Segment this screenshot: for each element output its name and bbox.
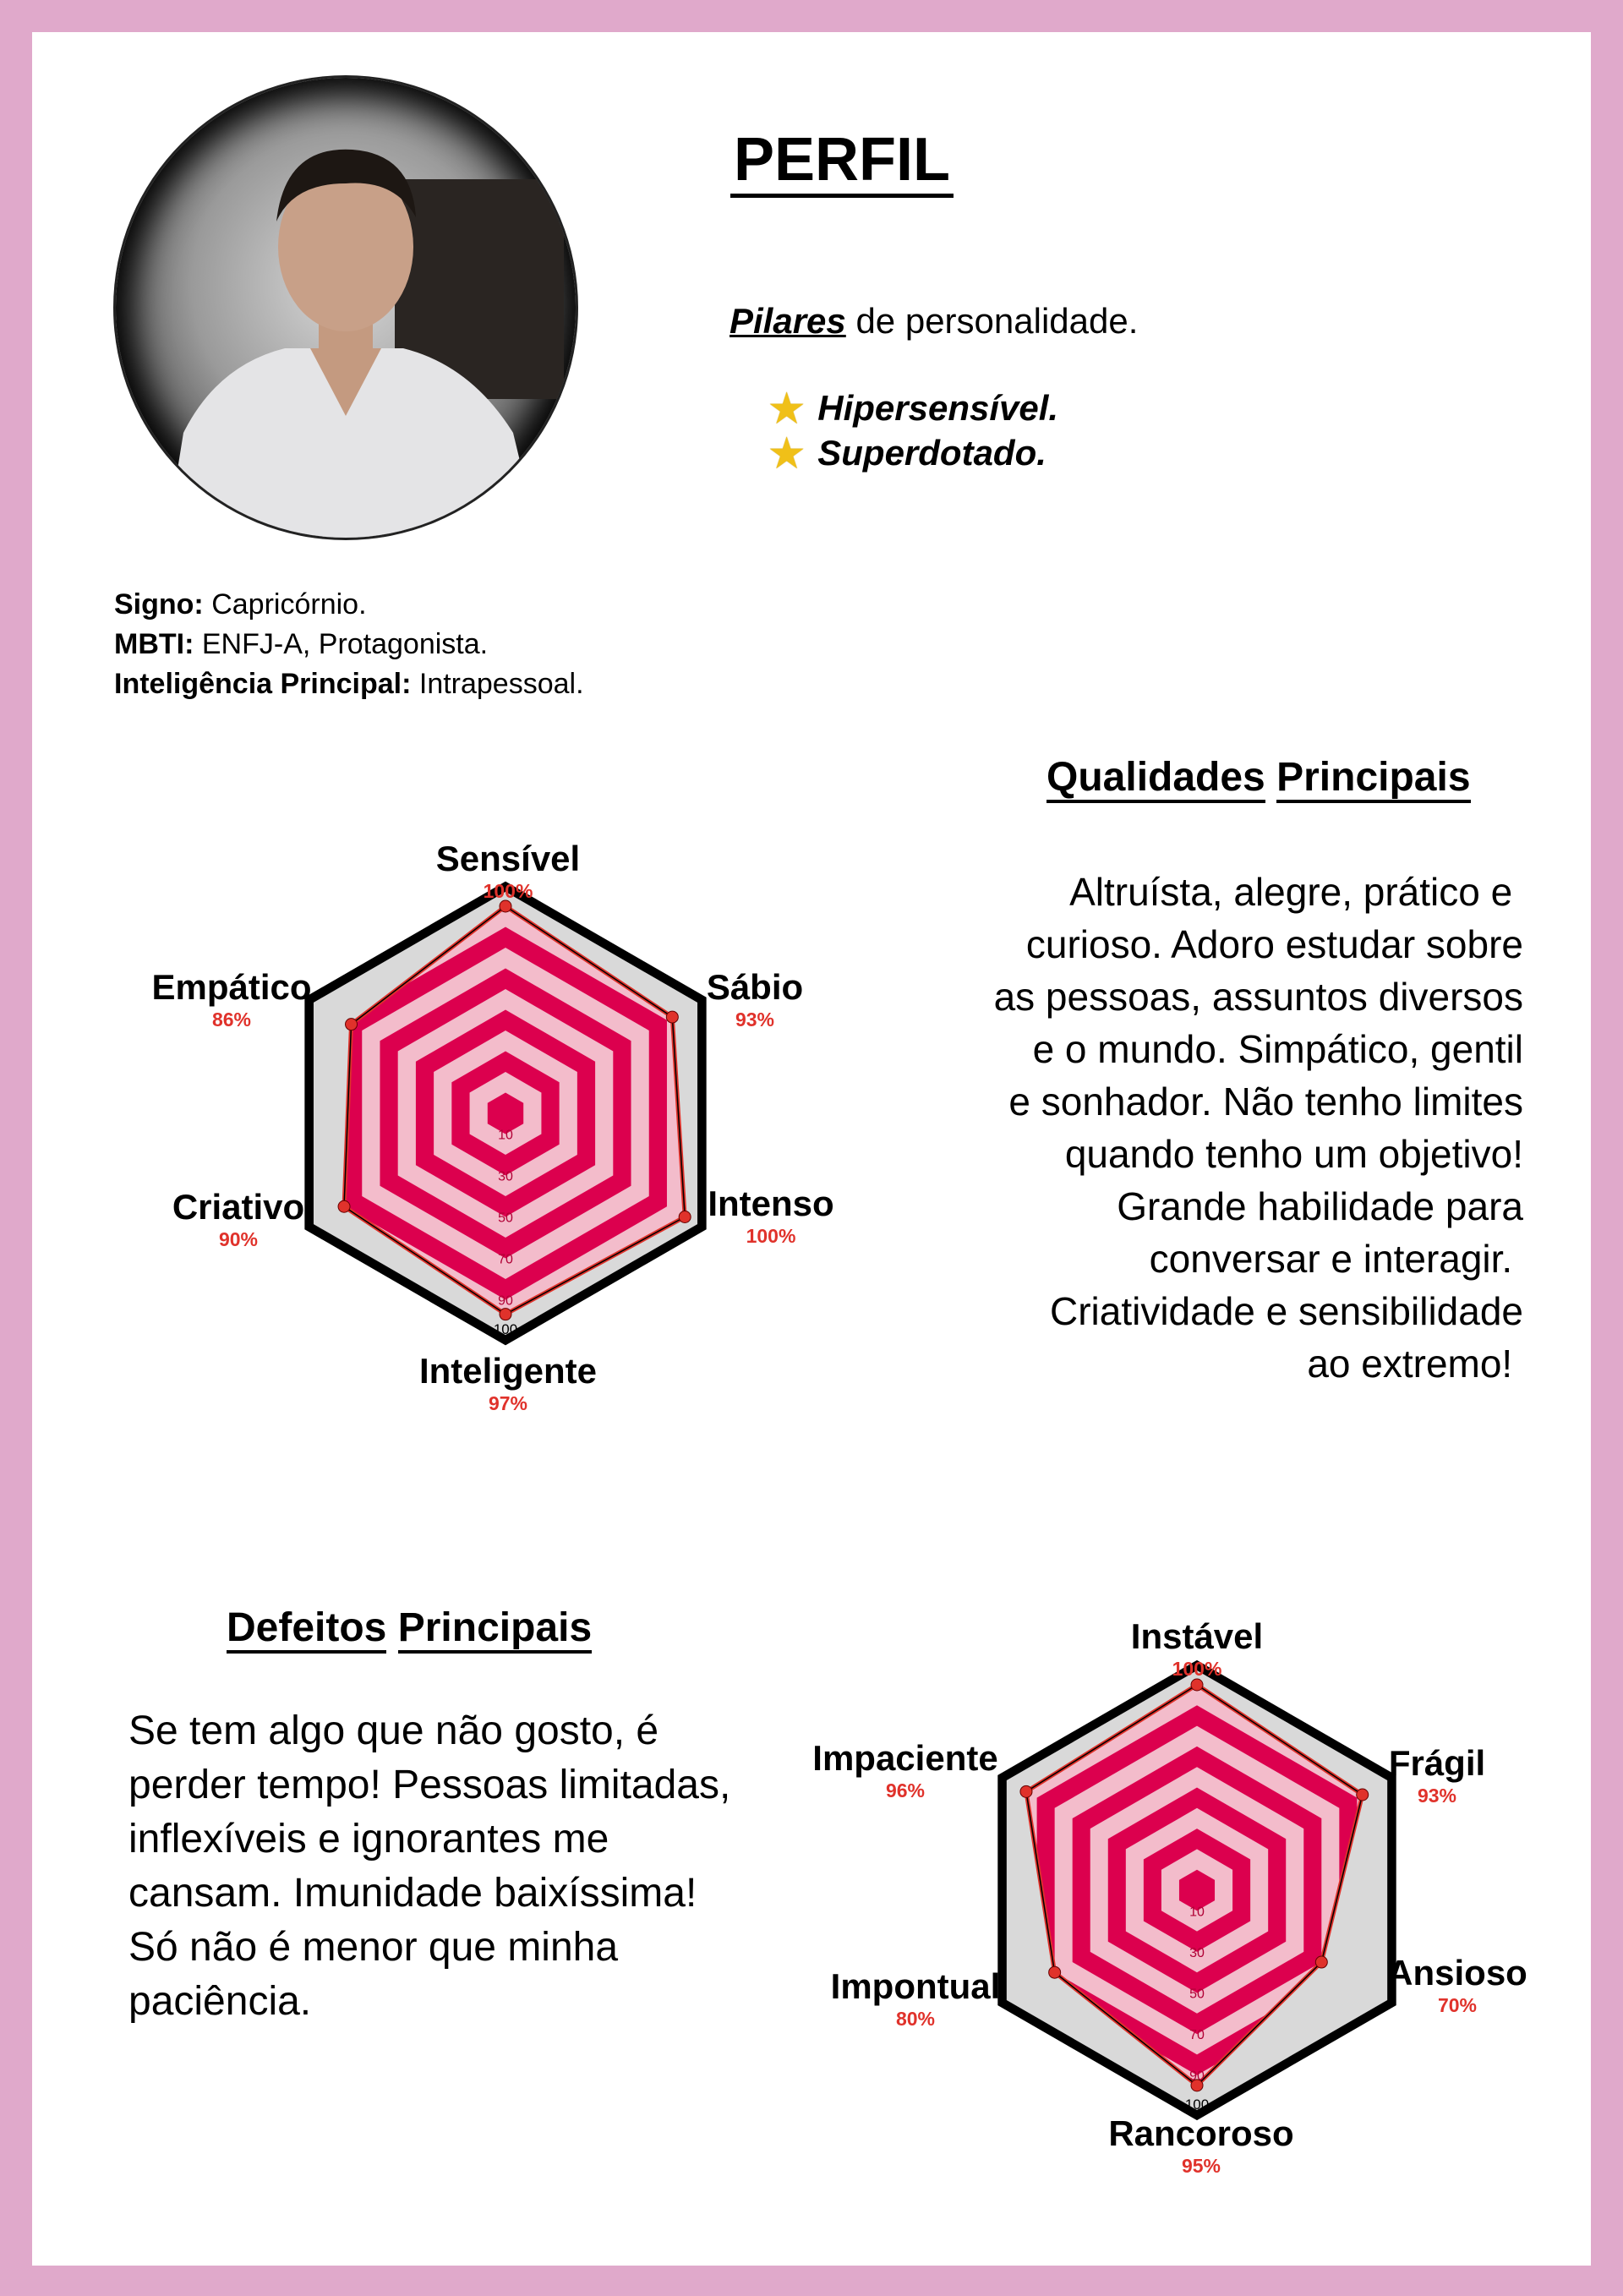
tick-label: 30 [1189, 1945, 1205, 1960]
axis-label: Inteligente [418, 1351, 598, 1391]
tick-label: 100 [1184, 2096, 1210, 2113]
data-point [1049, 1966, 1061, 1978]
axis-label: Instável [1130, 1616, 1264, 1656]
data-point [1357, 1789, 1369, 1801]
fact-label: MBTI: [114, 628, 194, 660]
text-line: as pessoas, assuntos diversos [993, 975, 1523, 1019]
text-line: inflexíveis e ignorantes me [128, 1817, 609, 1861]
value-label: 90% [218, 1228, 259, 1250]
value-label: 100% [746, 1225, 796, 1247]
heading-word: Principais [1276, 755, 1470, 803]
value-label: 96% [885, 1779, 926, 1801]
tick-label: 10 [498, 1128, 513, 1143]
text-line: e sonhador. Não tenho limites [1008, 1080, 1523, 1123]
axis-label: Frágil [1388, 1743, 1486, 1783]
heading-word: Principais [398, 1605, 592, 1654]
text-line: cansam. Imunidade baixíssima! [128, 1871, 697, 1916]
text-line: Criatividade e sensibilidade [1050, 1289, 1523, 1333]
axis-label: Sábio [706, 967, 804, 1007]
axis-label: Sensível [435, 839, 581, 878]
star-icon: ★ [769, 431, 805, 475]
fact-label: Signo: [114, 588, 204, 620]
tick-label: 90 [1189, 2069, 1205, 2084]
text-line: Grande habilidade para [1117, 1184, 1523, 1228]
value-label: 93% [1417, 1785, 1457, 1807]
fact-label: Inteligência Principal: [114, 668, 412, 700]
axis-label: Impaciente [812, 1738, 998, 1778]
text-line: curioso. Adoro estudar sobre [1025, 922, 1523, 966]
axis-label: Intenso [708, 1184, 834, 1223]
data-point [1020, 1785, 1032, 1797]
pillar-label: Superdotado. [817, 433, 1046, 473]
heading-word: Defeitos [227, 1605, 386, 1654]
value-label: 100% [483, 880, 533, 902]
title-text: PERFIL [730, 126, 954, 198]
axis-label: Criativo [172, 1187, 305, 1227]
heading-word: Qualidades [1046, 755, 1265, 803]
value-label: 93% [735, 1009, 775, 1030]
star-icon: ★ [769, 386, 805, 430]
value-label: 70% [1437, 1994, 1478, 2016]
value-label: 86% [211, 1009, 252, 1030]
data-point [1191, 1679, 1203, 1691]
text-line: ao extremo! [1307, 1342, 1523, 1386]
tick-label: 50 [1189, 1987, 1205, 2002]
tick-label: 100 [493, 1321, 518, 1337]
axis-label: Rancoroso [1108, 2113, 1294, 2153]
text-line: paciência. [128, 1979, 312, 2024]
value-label: 95% [1181, 2155, 1221, 2177]
value-label: 100% [1172, 1658, 1222, 1680]
text-line: Se tem algo que não gosto, é [128, 1708, 659, 1753]
pillars-rest: de personalidade. [845, 301, 1139, 341]
tick-label: 50 [498, 1211, 513, 1226]
axis-label: Impontual [830, 1966, 1001, 2006]
axis-label: Empático [151, 967, 312, 1007]
text-line: conversar e interagir. [1149, 1237, 1523, 1281]
tick-label: 10 [1189, 1905, 1205, 1920]
value-label: 97% [488, 1392, 528, 1414]
fact-value: ENFJ-A, Protagonista. [194, 628, 489, 660]
tick-label: 70 [498, 1252, 513, 1267]
pillar-label: Hipersensível. [817, 388, 1059, 428]
value-label: 80% [895, 2008, 936, 2030]
fact-value: Intrapessoal. [411, 668, 584, 700]
data-point [1315, 1956, 1327, 1968]
tick-label: 90 [498, 1293, 513, 1309]
text-line: Altruísta, alegre, prático e [1069, 870, 1523, 914]
pillars-emphasis: Pilares [730, 301, 846, 341]
text-line: perder tempo! Pessoas limitadas, [128, 1763, 731, 1807]
tick-label: 30 [498, 1169, 513, 1184]
text-line: Só não é menor que minha [128, 1925, 619, 1970]
text-line: quando tenho um objetivo! [1064, 1132, 1523, 1176]
tick-label: 70 [1189, 2028, 1205, 2043]
fact-value: Capricórnio. [203, 588, 367, 620]
text-line: e o mundo. Simpático, gentil [1032, 1027, 1523, 1071]
axis-label: Ansioso [1387, 1953, 1527, 1993]
